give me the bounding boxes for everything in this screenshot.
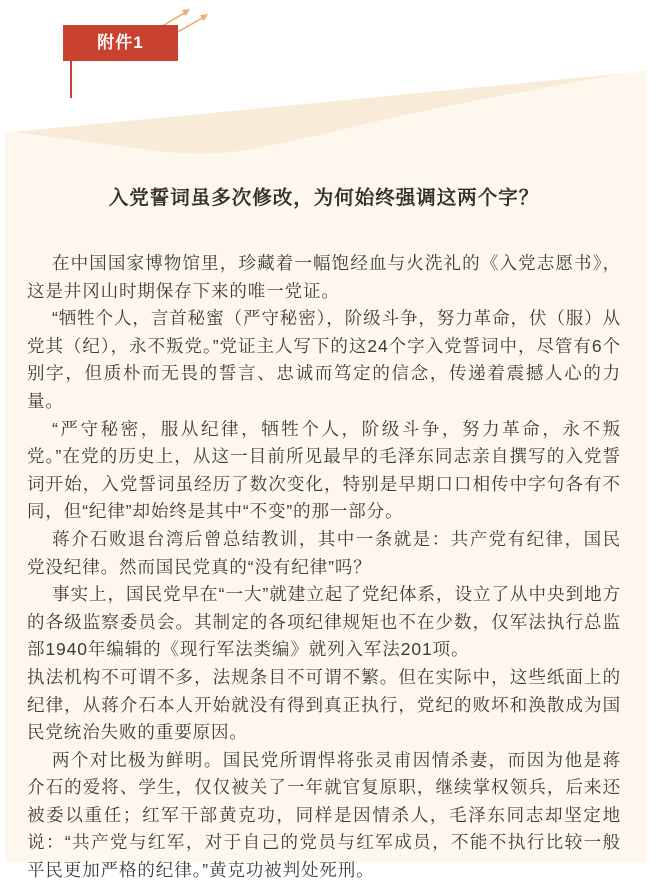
attachment-badge [63,25,178,61]
paragraph: “牺牲个人，言首秘蜜（严守秘密），阶级斗争，努力革命，伏（服）从党其（纪），永不叛党。”党证主人写下的这24个字入党誓词中，尽管有6个别字，但质朴而无畏的誓言、忠诚而笃定的信念，传递着震撼人心的力量。 [27,308,621,411]
article-body [27,250,621,885]
paragraph: 在中国国家博物馆里，珍藏着一幅饱经血与火洗礼的《入党志愿书》，这是井冈山时期保存下来的唯一党证。 [27,253,621,301]
article [27,184,621,885]
badge-connector-line [70,61,72,98]
paragraph: 执法机构不可谓不多，法规条目不可谓不繁。但在实际中，这些纸面上的纪律，从蒋介石本人开始就没有得到真正执行，党纪的败坏和涣散成为国民党统治失败的重要原因。 [27,666,621,743]
paragraph: 两个对比极为鲜明。国民党所谓悍将张灵甫因情杀妻，而因为他是蒋介石的爱将、学生，仅仅被关了一年就官复原职，继续掌权领兵，后来还被委以重任；红军干部黄克功，同样是因情杀人，毛泽东同志却坚定地说：“共产党与红军，对于自己的党员与红军成员，不能不执行比较一般平民更加严格的纪律。”黄克功被判处死刑。 [27,749,621,881]
attachment-badge-label: 附件1 [97,33,144,52]
paragraph: 事实上，国民党早在“一大”就建立起了党纪体系，设立了从中央到地方的各级监察委员会。其制定的各项纪律规矩也不在少数，仅军法执行总监部1940年编辑的《现行军法类编》就列入军法201项。 [27,584,621,660]
article-title: 入党誓词虽多次修改，为何始终强调这两个字？ [108,187,540,209]
paragraph: 蒋介石败退台湾后曾总结教训，其中一条就是：共产党有纪律，国民党没纪律。然而国民党真的“没有纪律”吗？ [27,528,621,577]
paragraph: “严守秘密，服从纪律，牺牲个人，阶级斗争，努力革命，永不叛党。”在党的历史上，从这一目前所见最早的毛泽东同志亲自撰写的入党誓词开始，入党誓词虽经历了数次变化，特别是早期口口相传中字句各有不同，但“纪律”却始终是其中“不变”的那一部分。 [27,418,621,522]
